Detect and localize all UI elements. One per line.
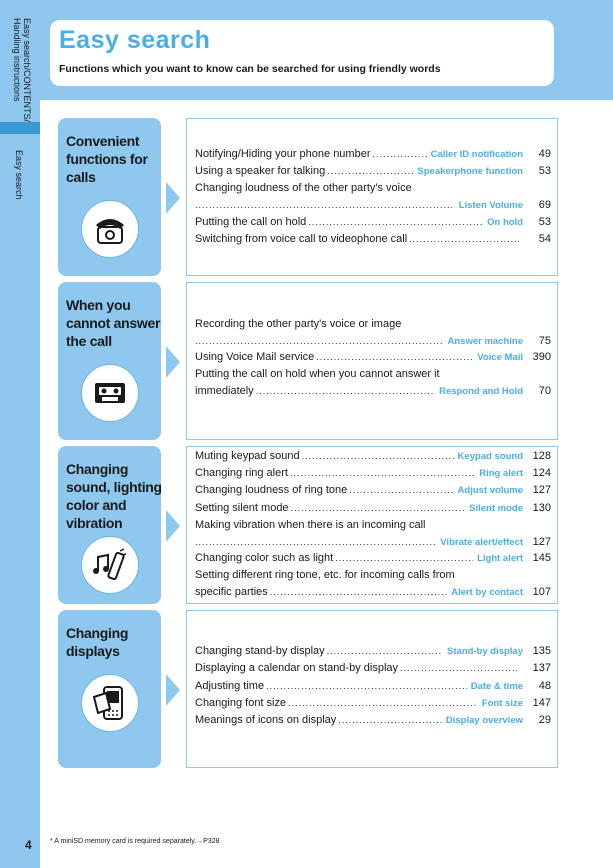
entry-page: 127 — [532, 484, 551, 496]
side-tab-section-label: Easy search — [14, 150, 24, 200]
entry-text: Displaying a calendar on stand-by display — [195, 662, 399, 674]
list-item[interactable] — [195, 350, 551, 367]
entries-panel-displays — [186, 610, 558, 768]
list-item[interactable] — [195, 164, 551, 181]
arrow-icon — [166, 346, 180, 378]
entry-text: Adjusting time — [195, 680, 265, 692]
entry-text: Meanings of icons on display — [195, 714, 337, 726]
footnote: * A miniSD memory card is required separately.→P328 — [50, 838, 220, 845]
page-subtitle: Functions which you want to know can be searched for using friendly words — [59, 63, 441, 75]
category-card-displays — [58, 610, 161, 768]
cassette-tape-icon — [81, 364, 139, 422]
list-item[interactable] — [195, 551, 551, 568]
list-item[interactable] — [195, 367, 551, 401]
side-tab-marker — [0, 122, 40, 134]
entry-text-cont: specific parties — [195, 586, 268, 598]
entry-reference: Stand-by display — [446, 646, 523, 657]
entry-text: Recording the other party's voice or image — [195, 318, 402, 330]
entry-page: 53 — [538, 165, 551, 177]
list-item[interactable] — [195, 696, 551, 713]
list-item[interactable] — [195, 713, 551, 730]
list-item[interactable] — [195, 215, 551, 232]
category-title: When you cannot answer the call — [66, 297, 161, 349]
header-card — [50, 20, 554, 86]
list-item[interactable] — [195, 679, 551, 696]
entry-page: 147 — [532, 697, 551, 709]
entry-text: Changing loudness of the other party's voice — [195, 182, 412, 194]
entry-page: 128 — [532, 450, 551, 462]
entry-reference: Alert by contact — [451, 587, 523, 598]
entry-reference: Silent mode — [469, 503, 523, 514]
entry-text: Putting the call on hold — [195, 216, 307, 228]
entry-page: 48 — [538, 680, 551, 692]
entry-page: 54 — [538, 233, 551, 245]
entries-panel-sound — [186, 446, 558, 604]
entry-text-cont: immediately — [195, 385, 254, 397]
entry-text: Changing loudness of ring tone — [195, 484, 348, 496]
category-card-cannot-answer — [58, 282, 161, 440]
entry-text: Setting silent mode — [195, 502, 289, 514]
list-item[interactable] — [195, 644, 551, 661]
entry-page: 130 — [532, 502, 551, 514]
entry-page: 124 — [532, 467, 551, 479]
entry-reference: Vibrate alert/effect — [440, 537, 523, 548]
entry-reference: Caller ID notification — [430, 149, 523, 160]
side-tab-text-top-1: Easy search/CONTENTS/ — [22, 18, 32, 123]
list-item[interactable] — [195, 568, 551, 602]
list-item[interactable] — [195, 147, 551, 164]
entries-panel-calls — [186, 118, 558, 276]
entry-text: Switching from voice call to videophone call — [195, 233, 408, 245]
entry-page: 29 — [538, 714, 551, 726]
list-item[interactable] — [195, 518, 551, 552]
entry-page: 145 — [532, 552, 551, 564]
entry-page: 390 — [532, 351, 551, 363]
entry-text: Making vibration when there is an incoming call — [195, 519, 426, 531]
entry-reference: Font size — [481, 698, 523, 709]
category-card-sound — [58, 446, 161, 604]
entry-text: Changing ring alert — [195, 467, 288, 479]
list-item[interactable] — [195, 317, 551, 351]
entry-text: Muting keypad sound — [195, 450, 300, 462]
entry-page: 107 — [532, 586, 551, 598]
entry-text: Using Voice Mail service — [195, 351, 315, 363]
entry-page: 135 — [532, 645, 551, 657]
entry-reference: Ring alert — [479, 468, 523, 479]
list-item[interactable] — [195, 483, 551, 500]
entry-page: 137 — [532, 662, 551, 674]
entry-reference: Speakerphone function — [417, 166, 523, 177]
arrow-icon — [166, 182, 180, 214]
entry-reference: Voice Mail — [477, 352, 523, 363]
entry-text: Notifying/Hiding your phone number — [195, 148, 371, 160]
entry-reference: Keypad sound — [457, 451, 523, 462]
entry-reference: Respond and Hold — [439, 386, 523, 397]
entry-text: Setting different ring tone, etc. for incoming calls from — [195, 569, 455, 581]
telephone-icon — [81, 200, 139, 258]
page-title: Easy search — [59, 26, 211, 54]
entry-text: Changing font size — [195, 697, 287, 709]
list-item[interactable] — [195, 449, 551, 466]
entry-page: 53 — [538, 216, 551, 228]
list-item[interactable] — [195, 501, 551, 518]
side-tab-text-top-2: Handling instructions — [12, 18, 22, 102]
entry-reference: Date & time — [470, 681, 523, 692]
page-number: 4 — [25, 838, 32, 852]
entry-text: Putting the call on hold when you cannot answer it — [195, 368, 440, 380]
arrow-icon — [166, 674, 180, 706]
category-title: Changing sound, lighting color and vibration — [66, 461, 162, 531]
entry-page: 70 — [538, 385, 551, 397]
phone-display-icon — [81, 674, 139, 732]
list-item[interactable] — [195, 232, 551, 249]
music-note-phone-icon — [81, 536, 139, 594]
category-title: Changing displays — [66, 625, 129, 659]
entry-text: Using a speaker for talking — [195, 165, 326, 177]
entry-reference: Display overview — [445, 715, 523, 726]
entry-reference: Listen Volume — [458, 200, 523, 211]
entry-page: 49 — [538, 148, 551, 160]
entry-reference: Answer machine — [447, 336, 523, 347]
category-card-calls — [58, 118, 161, 276]
entries-panel-cannot-answer — [186, 282, 558, 440]
entry-page: 75 — [538, 335, 551, 347]
entry-reference: On hold — [487, 217, 523, 228]
entry-page: 69 — [538, 199, 551, 211]
entry-page: 127 — [532, 536, 551, 548]
category-title: Convenient functions for calls — [66, 133, 148, 185]
entry-text: Changing stand-by display — [195, 645, 325, 657]
entry-reference: Light alert — [477, 553, 523, 564]
entry-reference: Adjust volume — [457, 485, 523, 496]
arrow-icon — [166, 510, 180, 542]
list-item[interactable] — [195, 181, 551, 215]
list-item[interactable] — [195, 661, 551, 678]
entry-text: Changing color such as light — [195, 552, 334, 564]
list-item[interactable] — [195, 466, 551, 483]
side-tab-bar — [0, 0, 40, 868]
